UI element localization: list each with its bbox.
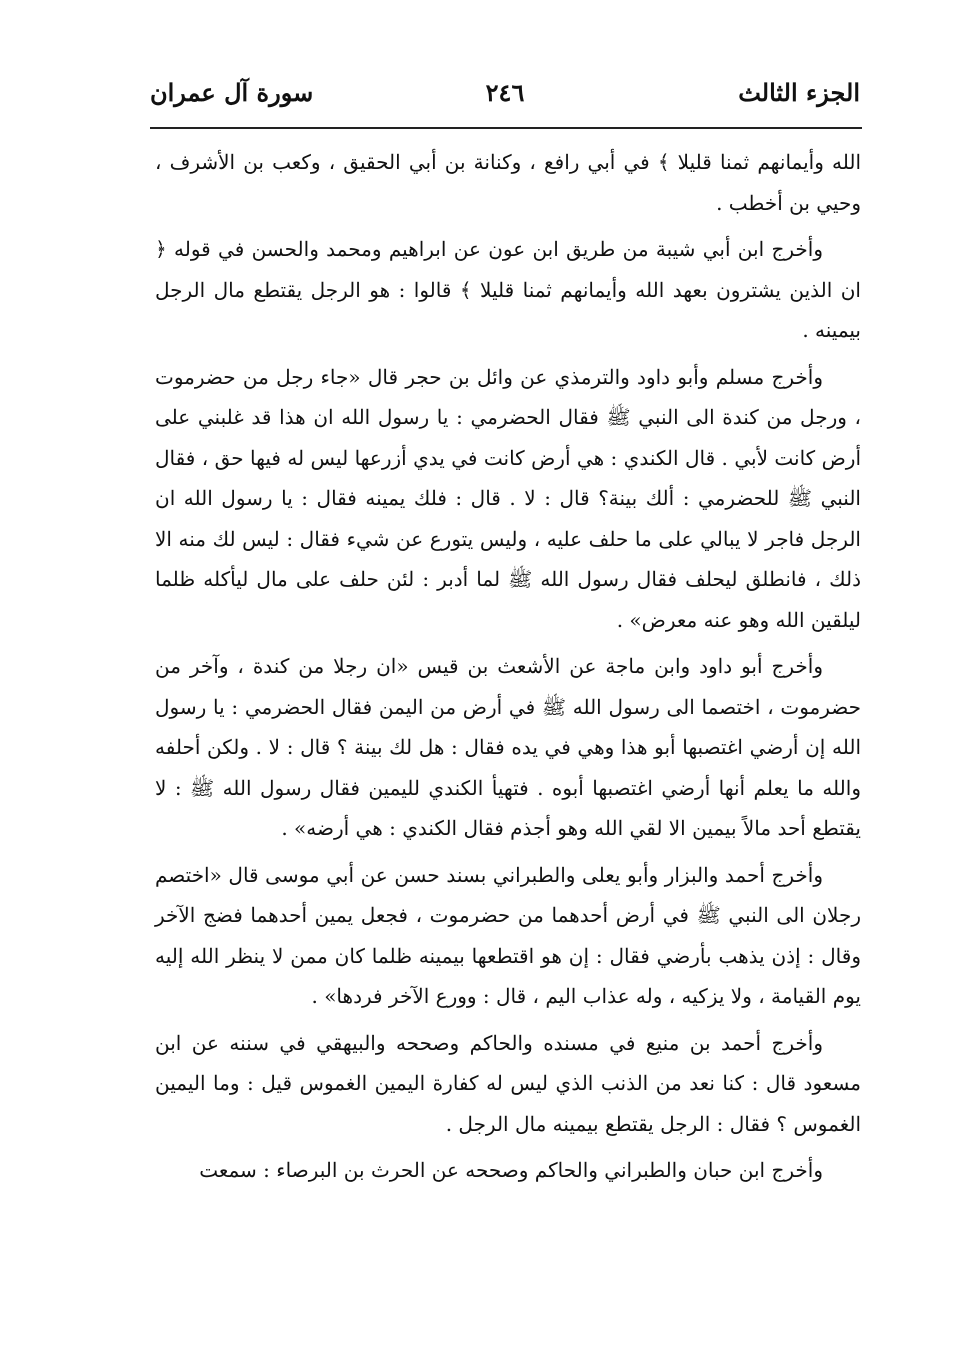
paragraph: وأخرج أبو داود وابن ماجة عن الأشعث بن قيس «ان رجلا من كندة ، وآخر من حضرموت ، اختصما الى رسول الله ﷺ في أرض من اليمن فقال الحضرمي : يا رسول الله إن أرضي اغتصبها أبو هذا وهي في يده فقال : هل لك بينة ؟ قال : لا . ولكن أحلفه والله ما يعلم أنها أرضي اغتصبها أبوه . فتهيأ الكندي لليمين فقال رسول الله ﷺ : لا يقتطع أحد مالاً بيمين الا لقي الله وهو أجذم فقال الكندي : هي أرضه» .: [155, 654, 861, 840]
paragraph: وأخرج ابن حبان والطبراني والحاكم وصححه عن الحرث بن البرصاء : سمعت: [199, 1158, 823, 1182]
page-number: ٢٤٦: [485, 78, 525, 107]
body-text: [155, 142, 861, 1197]
paragraph: وأخرج أحمد والبزار وأبو يعلى والطبراني بسند حسن عن أبي موسى قال «اختصم رجلان الى النبي ﷺ في أرض أحدهما من حضرموت ، فجعل يمين أحدهما فضج الآخر وقال : إذن يذهب بأرضي فقال : إن هو اقتطعها بيمينه ظلما كان ممن لا ينظر الله إليه يوم القيامة ، ولا يزكيه ، وله عذاب اليم ، قال : وورع الآخر فردها» .: [155, 862, 861, 1008]
part-label: الجزء الثالث: [738, 78, 860, 107]
header-rule: [150, 127, 862, 129]
surah-label: سورة آل عمران: [150, 78, 314, 107]
paragraph: وأخرج أحمد بن منيع في مسنده والحاكم وصححه والبيهقي في سننه عن ابن مسعود قال : كنا نعد من الذنب الذي ليس له كفارة اليمين الغموس قيل : وما اليمين الغموس ؟ فقال : الرجل يقتطع بيمينه مال الرجل .: [155, 1030, 861, 1136]
paragraph: وأخرج مسلم وأبو داود والترمذي عن وائل بن حجر قال «جاء رجل من حضرموت ، ورجل من كندة الى النبي ﷺ فقال الحضرمي : يا رسول الله ان هذا قد غلبني على أرض كانت لأبي . قال الكندي : هي أرض كانت في يدي أزرعها ليس له فيها حق ، فقال النبي ﷺ للحضرمي : ألك بينة؟ قال : لا . قال : فلك يمينه فقال : يا رسول الله ان الرجل فاجر لا يبالي على ما حلف عليه ، وليس يتورع عن شيء فقال : ليس لك منه الا ذلك ، فانطلق ليحلف فقال رسول الله ﷺ لما أدبر : لئن حلف على مال ليأكله ظلما ليلقين الله وهو عنه معرض» .: [155, 364, 861, 632]
paragraph: وأخرج ابن أبي شيبة من طريق ابن عون عن ابراهيم ومحمد والحسن في قوله ﴿ ان الذين يشترون بعهد الله وأيمانهم ثمنا قليلا ﴾ قالوا : هو الرجل يقتطع مال الرجل بيمينه .: [155, 237, 861, 342]
page-header: [150, 70, 860, 122]
paragraph: الله وأيمانهم ثمنا قليلا ﴾ في أبي رافع ، وكنانة بن أبي الحقيق ، وكعب بن الأشرف ، وحيي بن أخطب .: [155, 150, 861, 215]
